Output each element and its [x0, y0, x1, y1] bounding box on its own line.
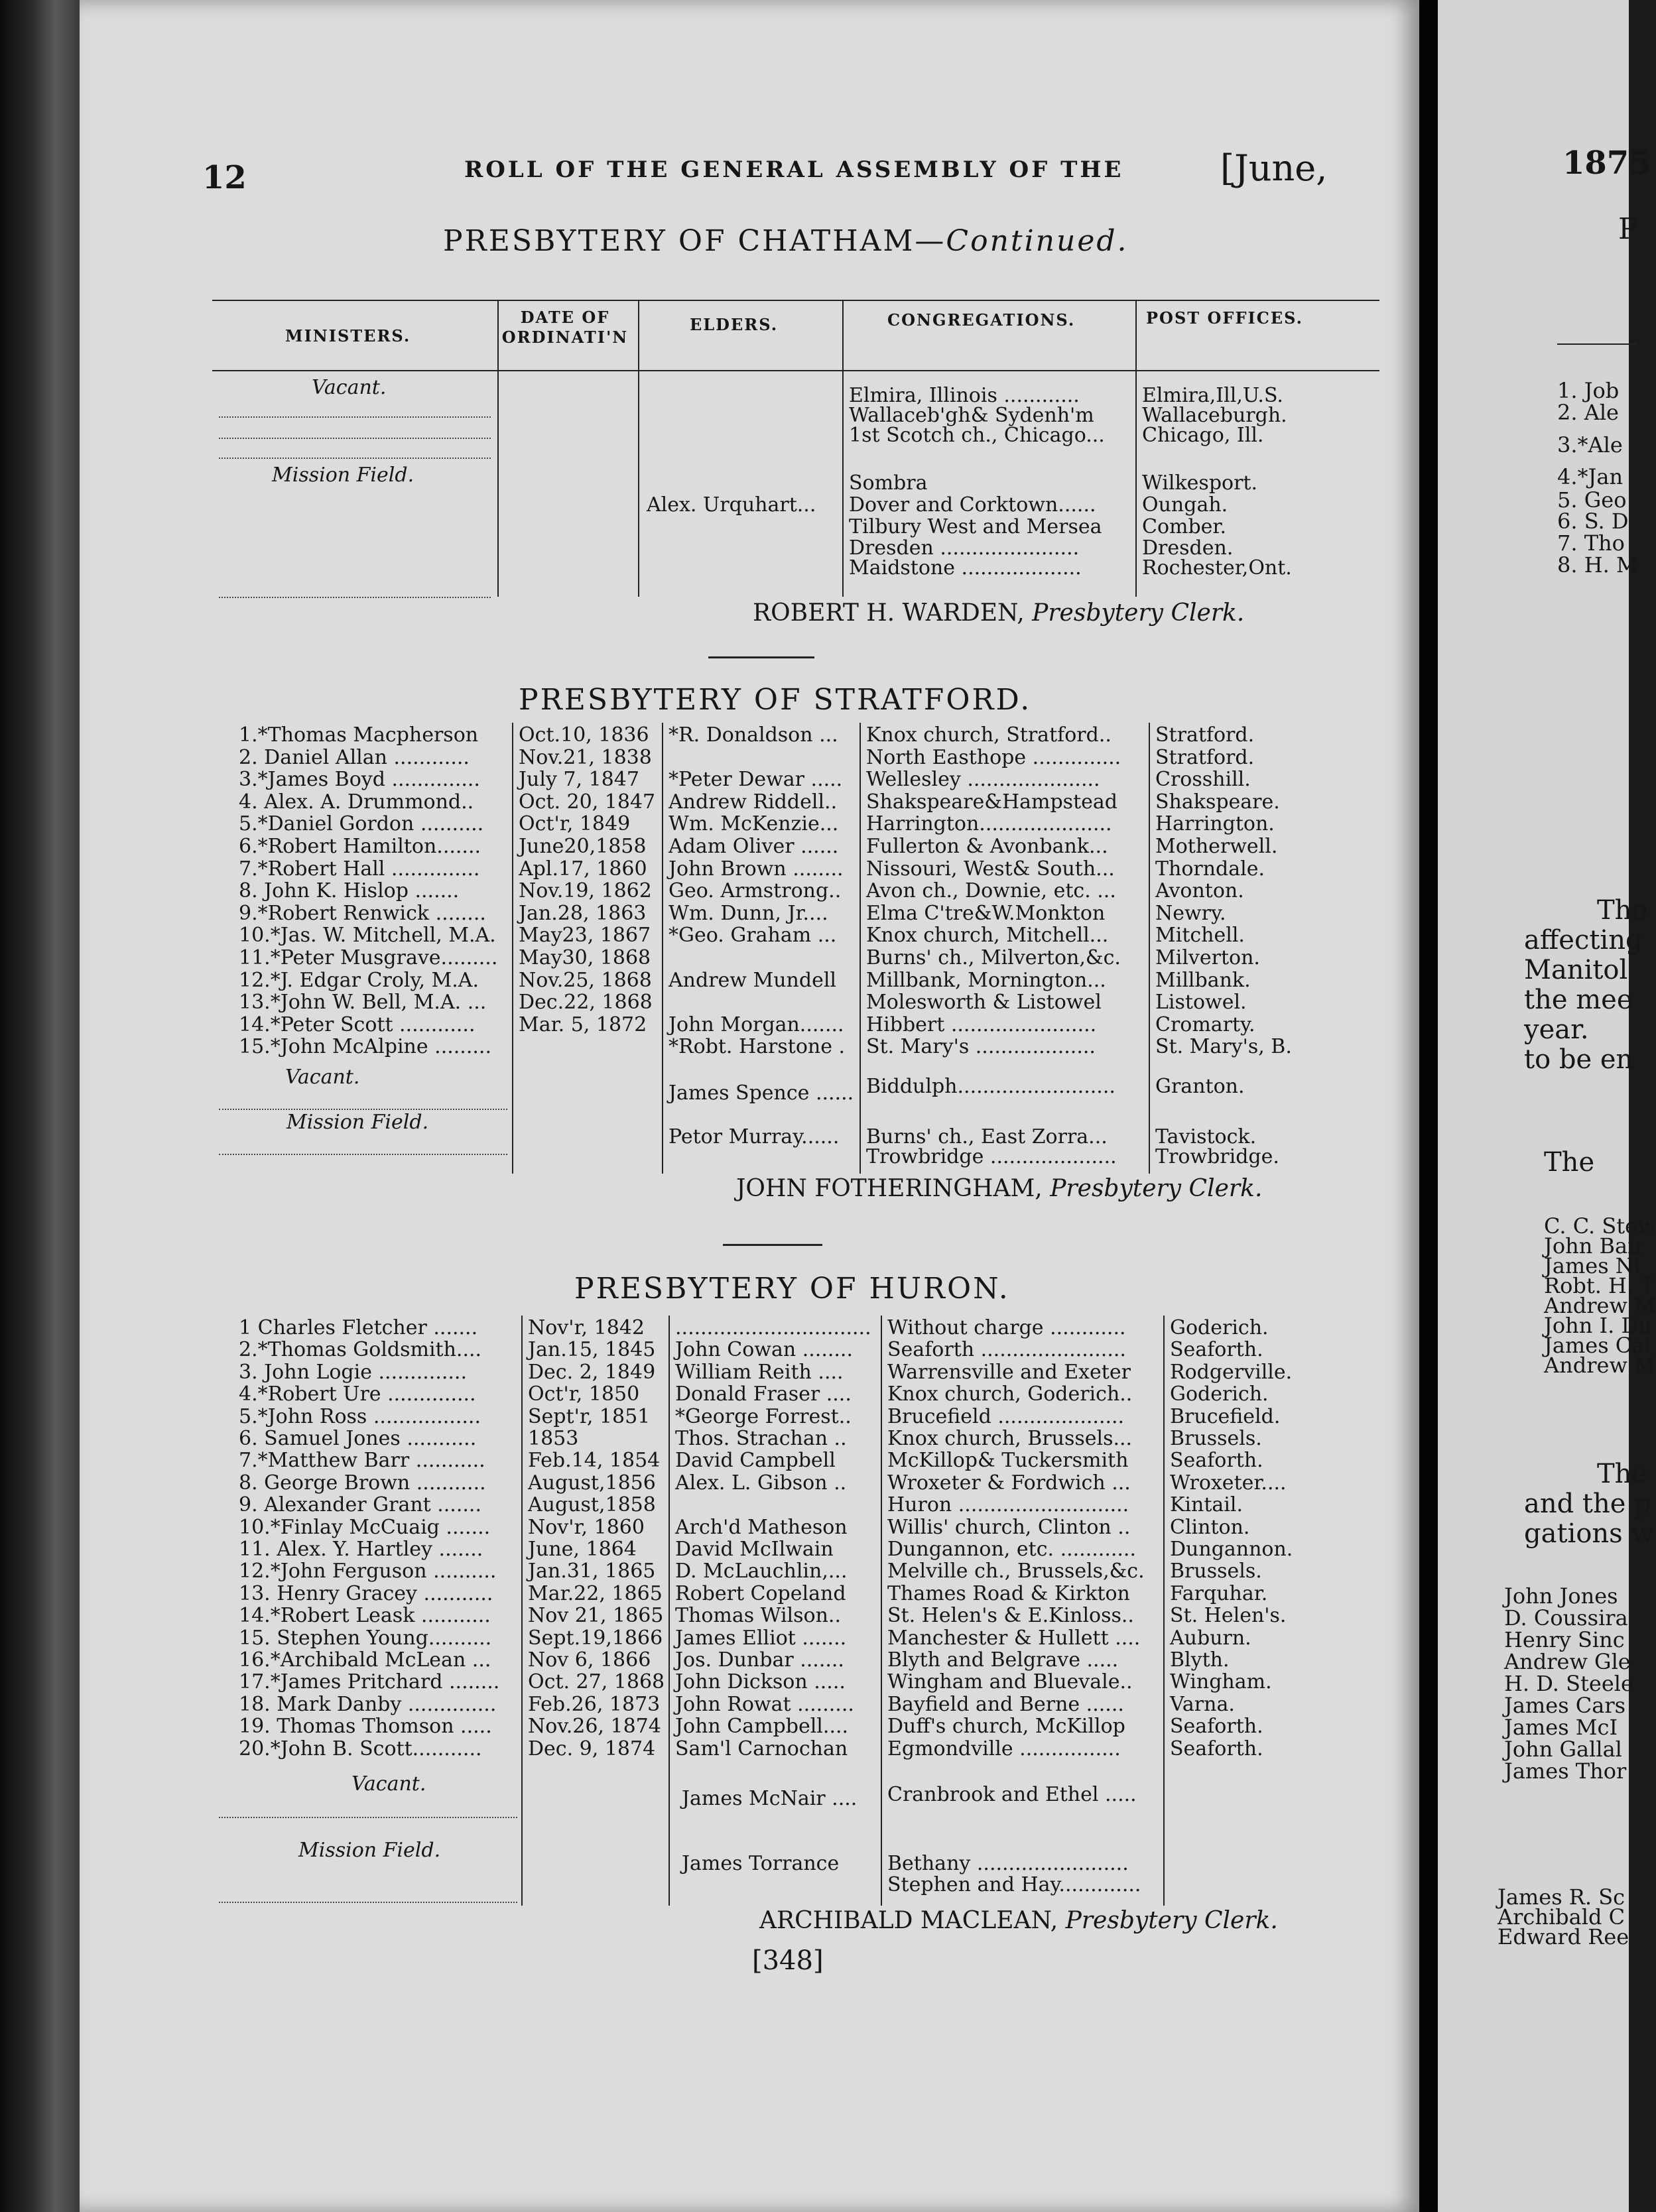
elder-name: James Elliot ....... — [675, 1627, 847, 1650]
post-office: Wallaceburgh. — [1142, 404, 1287, 427]
right-list-item: John Gallal — [1504, 1737, 1622, 1762]
signature-mark: [348] — [752, 1945, 824, 1976]
stratford-vacant-label: Vacant. — [285, 1066, 360, 1089]
huron-clerk — [759, 1907, 1278, 1934]
congregation: Willis' church, Clinton .. — [887, 1516, 1131, 1539]
elder-name: Petor Murray...... — [669, 1125, 840, 1148]
elder-name: John Campbell.... — [675, 1715, 849, 1738]
congregation: Millbank, Mornington... — [866, 969, 1106, 992]
page-gutter — [1419, 0, 1438, 2212]
congregation: Warrensville and Exeter — [887, 1361, 1131, 1384]
elder-name: John Rowat ......... — [675, 1693, 854, 1716]
elder-name: Wm. McKenzie... — [669, 812, 839, 835]
congregation: Wingham and Bluevale.. — [887, 1670, 1133, 1693]
chatham-col-divider — [497, 300, 499, 597]
minister-name: 3. John Logie .............. — [239, 1361, 468, 1384]
elder-name: Andrew Riddell.. — [669, 790, 838, 814]
right-letter: P — [1618, 212, 1638, 246]
right-rule — [1557, 343, 1637, 345]
right-list-item: James R. Sc — [1497, 1884, 1625, 1910]
huron-clerk-title: Presbytery Clerk. — [1065, 1907, 1278, 1934]
post-office: Goderich. — [1170, 1316, 1269, 1339]
right-list-item: 1. Job — [1557, 378, 1620, 403]
ordination-date: Nov 6, 1866 — [528, 1648, 651, 1672]
elder-name: ............................... — [675, 1316, 871, 1339]
elder-name: *Peter Dewar ..... — [669, 768, 843, 791]
congregation: Hibbert ....................... — [866, 1013, 1097, 1036]
blank-line — [219, 1902, 517, 1903]
congregation: 1st Scotch ch., Chicago... — [849, 424, 1105, 447]
right-list-item: James Ni — [1544, 1253, 1641, 1278]
ordination-date: June, 1864 — [528, 1538, 637, 1561]
congregation: Dungannon, etc. ............ — [887, 1538, 1136, 1561]
huron-title: PRESBYTERY OF HURON. — [574, 1272, 1010, 1306]
ordination-date: May30, 1868 — [519, 946, 651, 969]
congregation: Elmira, Illinois ............ — [849, 384, 1080, 407]
right-paragraph-line: The — [1544, 1147, 1595, 1178]
post-office: Cromarty. — [1155, 1013, 1255, 1036]
chatham-col-divider — [842, 300, 844, 597]
minister-name: 7.*Robert Hall .............. — [239, 857, 480, 881]
elder-name: Robert Copeland — [675, 1582, 846, 1605]
ordination-date: Nov.25, 1868 — [519, 969, 652, 992]
post-office: Mitchell. — [1155, 924, 1245, 947]
minister-name: 8. John K. Hislop ....... — [239, 879, 460, 902]
post-office: Motherwell. — [1155, 835, 1278, 858]
huron-col-divider — [669, 1316, 670, 1906]
right-paragraph-line: Manitol — [1524, 955, 1628, 985]
ordination-date: Nov.19, 1862 — [519, 879, 652, 902]
stratford-clerk-title: Presbytery Clerk. — [1050, 1175, 1263, 1202]
congregation: Manchester & Hullett .... — [887, 1627, 1141, 1650]
right-paragraph-line: affecting — [1524, 925, 1643, 955]
book-spine — [0, 0, 80, 2212]
elder-name: James Torrance — [682, 1852, 840, 1875]
congregation: Cranbrook and Ethel ..... — [887, 1783, 1137, 1806]
post-office: Trowbridge. — [1155, 1145, 1279, 1168]
post-office: Milverton. — [1155, 946, 1260, 969]
congregation: Trowbridge .................... — [866, 1145, 1117, 1168]
ordination-date: Nov.21, 1838 — [519, 746, 652, 769]
ordination-date: Dec. 9, 1874 — [528, 1737, 656, 1760]
post-office: St. Helen's. — [1170, 1604, 1287, 1627]
right-list-item: C. C. Stew — [1544, 1213, 1656, 1239]
chatham-col-divider — [638, 300, 639, 597]
elder-name: Geo. Armstrong.. — [669, 879, 842, 902]
minister-name: 4.*Robert Ure .............. — [239, 1382, 476, 1406]
col-congregations: CONGREGATIONS. — [887, 310, 1076, 330]
huron-col-divider — [881, 1316, 882, 1906]
ordination-date: Oct'r, 1849 — [519, 812, 631, 835]
table-top-rule — [212, 300, 1379, 301]
right-list-item: Andrew M — [1544, 1353, 1656, 1378]
minister-name: 1 Charles Fletcher ....... — [239, 1316, 478, 1339]
elder-name: Thos. Strachan .. — [675, 1427, 847, 1450]
post-office: Farquhar. — [1170, 1582, 1268, 1605]
ordination-date: Sept.19,1866 — [528, 1627, 663, 1650]
post-office: Rodgerville. — [1170, 1361, 1293, 1384]
post-office: Clinton. — [1170, 1516, 1250, 1539]
congregation: Knox church, Brussels... — [887, 1427, 1133, 1450]
congregation: Avon ch., Downie, etc. ... — [866, 879, 1116, 902]
post-office: Wilkesport. — [1142, 471, 1258, 495]
elder-name: Sam'l Carnochan — [675, 1737, 848, 1760]
post-office: Crosshill. — [1155, 768, 1251, 791]
post-office: Rochester,Ont. — [1142, 556, 1292, 580]
elder-name: *R. Donaldson ... — [669, 723, 838, 747]
minister-name: 15. Stephen Young.......... — [239, 1627, 492, 1650]
stratford-col-divider — [1149, 723, 1150, 1174]
right-page — [1438, 0, 1656, 2212]
ordination-date: August,1858 — [528, 1493, 656, 1516]
minister-name: 7.*Matthew Barr ........... — [239, 1449, 485, 1472]
right-list-item: James Cai — [1544, 1333, 1651, 1358]
post-office: Goderich. — [1170, 1382, 1269, 1406]
right-list-item: 4.*Jan — [1557, 464, 1624, 489]
post-office: Listowel. — [1155, 991, 1247, 1014]
running-title: ROLL OF THE GENERAL ASSEMBLY OF THE — [464, 156, 1124, 183]
minister-name: 2. Daniel Allan ............ — [239, 746, 470, 769]
ordination-date: Feb.14, 1854 — [528, 1449, 661, 1472]
congregation: Dresden ...................... — [849, 536, 1080, 560]
elder-name: Alex. Urquhart... — [647, 493, 816, 517]
post-office: Seaforth. — [1170, 1449, 1263, 1472]
minister-name: 16.*Archibald McLean ... — [239, 1648, 491, 1672]
section-divider — [723, 1244, 822, 1246]
ordination-date: Mar. 5, 1872 — [519, 1013, 647, 1036]
stratford-col-divider — [512, 723, 513, 1174]
stratford-mission-label: Mission Field. — [287, 1111, 429, 1134]
elder-name: Adam Oliver ...... — [669, 835, 839, 858]
congregation: Dover and Corktown...... — [849, 493, 1096, 517]
congregation: Egmondville ................ — [887, 1737, 1121, 1760]
right-paragraph-line: and the p — [1524, 1489, 1651, 1519]
ordination-date: Jan.28, 1863 — [519, 902, 647, 925]
minister-name: 18. Mark Danby .............. — [239, 1693, 497, 1716]
chatham-vacant-label: Vacant. — [312, 376, 387, 399]
minister-name: 20.*John B. Scott........... — [239, 1737, 482, 1760]
right-list-item: Edward Ree — [1497, 1924, 1629, 1949]
elder-name: John Brown ........ — [669, 857, 844, 881]
post-office: Kintail. — [1170, 1493, 1243, 1516]
post-office: Seaforth. — [1170, 1715, 1263, 1738]
ordination-date: Oct. 20, 1847 — [519, 790, 656, 814]
stratford-clerk — [736, 1175, 1262, 1202]
blank-line — [219, 1109, 507, 1110]
post-office: Brussels. — [1170, 1560, 1262, 1583]
post-office: Avonton. — [1155, 879, 1244, 902]
minister-name: 17.*James Pritchard ........ — [239, 1670, 500, 1693]
ordination-date: Dec. 2, 1849 — [528, 1361, 656, 1384]
minister-name: 15.*John McAlpine ......... — [239, 1035, 491, 1058]
congregation: Wellesley ..................... — [866, 768, 1100, 791]
congregation: Elma C'tre&W.Monkton — [866, 902, 1106, 925]
congregation: Huron ........................... — [887, 1493, 1129, 1516]
chatham-clerk — [753, 599, 1244, 627]
congregation: Brucefield .................... — [887, 1405, 1125, 1428]
ordination-date: Feb.26, 1873 — [528, 1693, 661, 1716]
congregation: Biddulph......................... — [866, 1075, 1115, 1098]
congregation: Molesworth & Listowel — [866, 991, 1102, 1014]
congregation: Bethany ........................ — [887, 1852, 1129, 1875]
congregation: Tilbury West and Mersea — [849, 515, 1102, 538]
post-office: Harrington. — [1155, 812, 1275, 835]
congregation: Wallaceb'gh& Sydenh'm — [849, 404, 1094, 427]
huron-col-divider — [1163, 1316, 1165, 1906]
elder-name: David Campbell — [675, 1449, 836, 1472]
congregation: Fullerton & Avonbank... — [866, 835, 1108, 858]
right-list-item: 2. Ale — [1557, 400, 1619, 425]
right-list-item: D. Coussira — [1504, 1605, 1628, 1630]
section-divider — [708, 656, 814, 658]
congregation: Burns' ch., East Zorra... — [866, 1125, 1108, 1148]
ordination-date: Oct.10, 1836 — [519, 723, 649, 747]
ordination-date: Apl.17, 1860 — [519, 857, 647, 881]
congregation: Seaforth ....................... — [887, 1338, 1126, 1361]
right-list-item: James Cars — [1504, 1693, 1626, 1718]
post-office: Auburn. — [1170, 1627, 1251, 1650]
post-office: Chicago, Ill. — [1142, 424, 1264, 447]
elder-name: John Dickson ..... — [675, 1670, 846, 1693]
stratford-col-divider — [662, 723, 663, 1174]
minister-name: 11. Alex. Y. Hartley ....... — [239, 1538, 483, 1561]
blank-line — [219, 1817, 517, 1818]
right-list-item: 8. H. M — [1557, 552, 1638, 578]
elder-name: *Geo. Graham ... — [669, 924, 837, 947]
ordination-date: Oct. 27, 1868 — [528, 1670, 665, 1693]
congregation: Knox church, Mitchell... — [866, 924, 1109, 947]
congregation: Without charge ............ — [887, 1316, 1126, 1339]
post-office: Blyth. — [1170, 1648, 1230, 1672]
elder-name: Thomas Wilson.. — [675, 1604, 842, 1627]
stratford-clerk-name: JOHN FOTHERINGHAM, — [736, 1175, 1043, 1202]
page-number: 12 — [202, 159, 247, 196]
post-office: Brussels. — [1170, 1427, 1262, 1450]
minister-name: 11.*Peter Musgrave......... — [239, 946, 498, 969]
table-header-rule — [212, 370, 1379, 371]
post-office: Seaforth. — [1170, 1737, 1263, 1760]
congregation: Duff's church, McKillop — [887, 1715, 1125, 1738]
elder-name: Arch'd Matheson — [675, 1516, 848, 1539]
congregation: Maidstone ................... — [849, 556, 1082, 580]
elder-name: John Morgan....... — [669, 1013, 844, 1036]
ordination-date: Mar.22, 1865 — [528, 1582, 663, 1605]
ordination-date: Nov'r, 1842 — [528, 1316, 645, 1339]
elder-name: Alex. L. Gibson .. — [675, 1471, 847, 1495]
right-paragraph-line: gations w — [1524, 1518, 1654, 1549]
congregation: Stephen and Hay............. — [887, 1873, 1141, 1896]
right-list-item: Andrew M — [1544, 1293, 1656, 1318]
post-office: Stratford. — [1155, 723, 1255, 747]
minister-name: 5.*John Ross ................. — [239, 1405, 481, 1428]
ordination-date: Nov'r, 1860 — [528, 1516, 645, 1539]
minister-name: 4. Alex. A. Drummond.. — [239, 790, 474, 814]
congregation: Nissouri, West& South... — [866, 857, 1115, 881]
elder-name: *George Forrest.. — [675, 1405, 852, 1428]
post-office: Shakspeare. — [1155, 790, 1280, 814]
congregation: North Easthope .............. — [866, 746, 1121, 769]
right-paragraph-line: the mee — [1524, 985, 1633, 1015]
ordination-date: 1853 — [528, 1427, 579, 1450]
elder-name: D. McLauchlin,... — [675, 1560, 848, 1583]
post-office: Tavistock. — [1155, 1125, 1257, 1148]
elder-name: John Cowan ........ — [675, 1338, 853, 1361]
post-office: Wroxeter.... — [1170, 1471, 1287, 1495]
huron-col-divider — [521, 1316, 523, 1906]
col-date: DATE OF ORDINATI'N — [501, 308, 629, 347]
right-list-item: Henry Sinc — [1504, 1627, 1625, 1652]
congregation: Knox church, Stratford.. — [866, 723, 1112, 747]
ordination-date: Sept'r, 1851 — [528, 1405, 651, 1428]
right-list-item: Andrew Gle — [1504, 1649, 1631, 1674]
elder-name: *Robt. Harstone . — [669, 1035, 846, 1058]
minister-name: 8. George Brown ........... — [239, 1471, 486, 1495]
congregation: Harrington..................... — [866, 812, 1112, 835]
ordination-date: Jan.15, 1845 — [528, 1338, 656, 1361]
right-list-item: John Bair — [1544, 1233, 1645, 1259]
minister-name: 12.*John Ferguson .......... — [239, 1560, 497, 1583]
post-office: Elmira,Ill,U.S. — [1142, 384, 1283, 407]
col-ministers: MINISTERS. — [285, 326, 411, 345]
running-month: [June, — [1220, 147, 1328, 189]
ordination-date: Oct'r, 1850 — [528, 1382, 640, 1406]
congregation: Thames Road & Kirkton — [887, 1582, 1130, 1605]
post-office: Granton. — [1155, 1075, 1245, 1098]
post-office: Thorndale. — [1155, 857, 1265, 881]
congregation: Bayfield and Berne ...... — [887, 1693, 1124, 1716]
minister-name: 6. Samuel Jones ........... — [239, 1427, 477, 1450]
ordination-date: Nov.26, 1874 — [528, 1715, 661, 1738]
post-office: Dresden. — [1142, 536, 1234, 560]
right-list-item: James Thor — [1504, 1758, 1627, 1784]
minister-name: 14.*Peter Scott ............ — [239, 1013, 476, 1036]
blank-line — [219, 438, 491, 439]
huron-vacant-label: Vacant. — [351, 1772, 426, 1796]
minister-name: 9.*Robert Renwick ........ — [239, 902, 486, 925]
huron-clerk-name: ARCHIBALD MACLEAN, — [759, 1907, 1058, 1934]
elder-name: Jos. Dunbar ....... — [675, 1648, 844, 1672]
elder-name: Andrew Mundell — [669, 969, 837, 992]
left-page — [80, 0, 1419, 2212]
congregation: Wroxeter & Fordwich ... — [887, 1471, 1131, 1495]
right-list-item: 7. Tho — [1557, 530, 1625, 556]
minister-name: 13.*John W. Bell, M.A. ... — [239, 991, 487, 1014]
chatham-mission-label: Mission Field. — [272, 463, 414, 487]
right-year: 1875 — [1562, 145, 1651, 182]
minister-name: 12.*J. Edgar Croly, M.A. — [239, 969, 479, 992]
right-list-item: H. D. Steele — [1504, 1671, 1633, 1696]
post-office: Comber. — [1142, 515, 1227, 538]
congregation: St. Mary's ................... — [866, 1035, 1096, 1058]
right-paragraph-line: to be en — [1524, 1044, 1633, 1075]
right-paragraph-line: The — [1597, 1459, 1648, 1489]
right-list-item: John I. Du — [1544, 1313, 1652, 1338]
elder-name: Donald Fraser .... — [675, 1382, 852, 1406]
elder-name: James McNair .... — [682, 1787, 858, 1810]
chatham-title-main: PRESBYTERY OF CHATHAM— — [443, 224, 946, 258]
chatham-clerk-title: Presbytery Clerk. — [1032, 599, 1245, 627]
blank-line — [219, 1154, 507, 1155]
right-paragraph-line: The — [1597, 895, 1648, 926]
right-list-item: Robt. H. T — [1544, 1273, 1655, 1298]
minister-name: 5.*Daniel Gordon .......... — [239, 812, 484, 835]
post-office: Wingham. — [1170, 1670, 1272, 1693]
post-office: Varna. — [1170, 1693, 1235, 1716]
post-office: Newry. — [1155, 902, 1226, 925]
minister-name: 9. Alexander Grant ....... — [239, 1493, 481, 1516]
congregation: Blyth and Belgrave ..... — [887, 1648, 1119, 1672]
col-post-offices: POST OFFICES. — [1146, 308, 1303, 328]
minister-name: 13. Henry Gracey ........... — [239, 1582, 493, 1605]
post-office: Stratford. — [1155, 746, 1255, 769]
post-office: St. Mary's, B. — [1155, 1035, 1292, 1058]
ordination-date: August,1856 — [528, 1471, 656, 1495]
congregation: McKillop& Tuckersmith — [887, 1449, 1129, 1472]
blank-line — [219, 416, 491, 418]
chatham-title — [443, 224, 1129, 258]
huron-mission-label: Mission Field. — [298, 1839, 441, 1862]
ordination-date: Jan.31, 1865 — [528, 1560, 656, 1583]
congregation: Burns' ch., Milverton,&c. — [866, 946, 1121, 969]
post-office: Oungah. — [1142, 493, 1228, 517]
col-elders: ELDERS. — [690, 315, 779, 334]
right-list-item: Archibald C — [1497, 1904, 1625, 1930]
stratford-col-divider — [860, 723, 861, 1174]
ordination-date: July 7, 1847 — [519, 768, 639, 791]
ordination-date: Nov 21, 1865 — [528, 1604, 664, 1627]
right-list-item: 3.*Ale — [1557, 432, 1623, 458]
minister-name: 3.*James Boyd .............. — [239, 768, 480, 791]
minister-name: 19. Thomas Thomson ..... — [239, 1715, 492, 1738]
congregation: Knox church, Goderich.. — [887, 1382, 1133, 1406]
ordination-date: June20,1858 — [519, 835, 647, 858]
ordination-date: May23, 1867 — [519, 924, 651, 947]
congregation: St. Helen's & E.Kinloss.. — [887, 1604, 1134, 1627]
minister-name: 14.*Robert Leask ........... — [239, 1604, 491, 1627]
blank-line — [219, 597, 491, 598]
congregation: Melville ch., Brussels,&c. — [887, 1560, 1145, 1583]
blank-line — [219, 458, 491, 459]
right-paragraph-line: year. — [1524, 1014, 1589, 1045]
elder-name: William Reith .... — [675, 1361, 844, 1384]
minister-name: 1.*Thomas Macpherson — [239, 723, 479, 747]
stratford-title: PRESBYTERY OF STRATFORD. — [519, 683, 1032, 717]
post-office: Seaforth. — [1170, 1338, 1263, 1361]
minister-name: 10.*Finlay McCuaig ....... — [239, 1516, 491, 1539]
ordination-date: Dec.22, 1868 — [519, 991, 653, 1014]
elder-name: James Spence ...... — [669, 1081, 854, 1105]
right-list-item: 6. S. D — [1557, 509, 1629, 534]
post-office: Dungannon. — [1170, 1538, 1293, 1561]
post-office: Millbank. — [1155, 969, 1251, 992]
elder-name: Wm. Dunn, Jr.... — [669, 902, 828, 925]
minister-name: 2.*Thomas Goldsmith.... — [239, 1338, 482, 1361]
chatham-col-divider — [1135, 300, 1137, 597]
right-list-item: 5. Geo — [1557, 487, 1627, 513]
minister-name: 10.*Jas. W. Mitchell, M.A. — [239, 924, 496, 947]
minister-name: 6.*Robert Hamilton....... — [239, 835, 481, 858]
right-list-item: John Jones — [1504, 1583, 1618, 1609]
right-list-item: James McI — [1504, 1715, 1618, 1740]
chatham-title-continued: Continued. — [946, 224, 1129, 258]
post-office: Brucefield. — [1170, 1405, 1281, 1428]
congregation: Shakspeare&Hampstead — [866, 790, 1117, 814]
chatham-clerk-name: ROBERT H. WARDEN, — [753, 599, 1025, 627]
elder-name: David McIlwain — [675, 1538, 834, 1561]
congregation: Sombra — [849, 471, 928, 495]
